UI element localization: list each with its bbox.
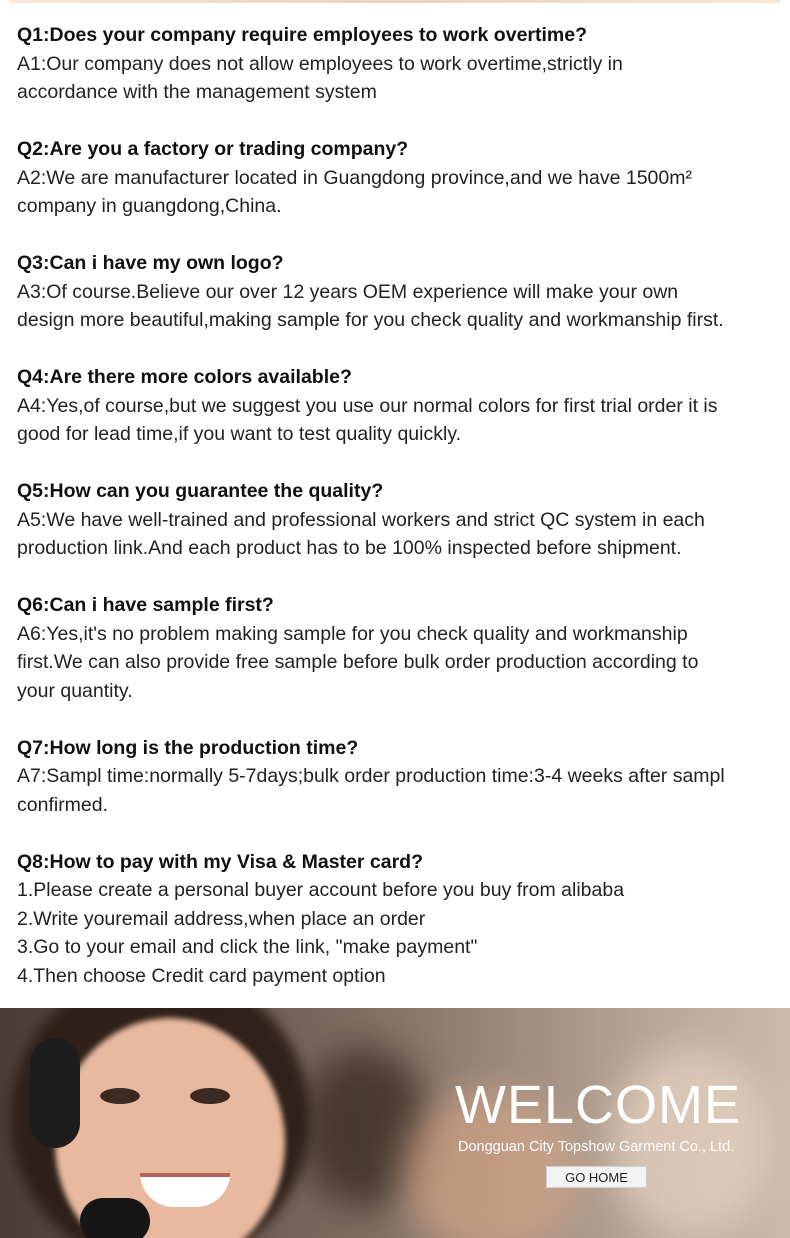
faq-item-6 (17, 591, 787, 705)
faq-question: Q8:How to pay with my Visa & Master card? (17, 850, 423, 873)
agent-eye-icon (100, 1088, 140, 1104)
faq-item-5 (17, 477, 787, 563)
faq-item-1 (17, 21, 787, 107)
answer-line: company in guangdong,China. (17, 195, 282, 217)
answer-line: 3.Go to your email and click the link, "make payment" (17, 936, 478, 958)
faq-question: Q5:How can you guarantee the quality? (17, 480, 384, 502)
faq-answer (17, 164, 787, 221)
answer-line: confirmed. (17, 793, 109, 816)
answer-line: 2.Write youremail address,when place an order (17, 907, 426, 930)
faq-answer (17, 876, 787, 990)
answer-line: A5:We have well-trained and professional workers and strict QC system in each (17, 508, 705, 531)
go-home-button[interactable]: GO HOME (546, 1166, 647, 1188)
answer-line: 4.Then choose Credit card payment option (17, 964, 386, 987)
faq-answer (17, 762, 787, 819)
answer-line: A2:We are manufacturer located in Guangdong province,and we have 1500m² (17, 166, 692, 189)
answer-line: your quantity. (17, 679, 133, 702)
faq-answer (17, 392, 787, 449)
agent-eye-icon (190, 1088, 230, 1104)
faq-question: Q2:Are you a factory or trading company? (17, 138, 409, 160)
top-divider (10, 0, 780, 3)
faq-question: Q3:Can i have my own logo? (17, 252, 284, 274)
answer-line: first.We can also provide free sample before bulk order production according to (17, 651, 699, 673)
microphone-icon (80, 1198, 150, 1238)
faq-question: Q6:Can i have sample first? (17, 594, 274, 616)
answer-line: design more beautiful,making sample for you check quality and workmanship first. (17, 309, 724, 331)
answer-line: accordance with the management system (17, 81, 377, 103)
faq-answer (17, 50, 787, 107)
answer-line: 1.Please create a personal buyer account before you buy from alibaba (17, 879, 625, 901)
faq-answer (17, 620, 787, 706)
answer-line: A7:Sampl time:normally 5-7days;bulk order production time:3-4 weeks after sampl (17, 765, 725, 787)
faq-question: Q1:Does your company require employees to work overtime? (17, 24, 588, 46)
answer-line: A3:Of course.Believe our over 12 years OEM experience will make your own (17, 280, 679, 303)
company-name: Dongguan City Topshow Garment Co., Ltd. (458, 1139, 735, 1155)
answer-line: A6:Yes,it's no problem making sample for you check quality and workmanship (17, 622, 688, 645)
faq-answer (17, 506, 787, 563)
faq-question: Q7:How long is the production time? (17, 736, 359, 759)
welcome-heading: WELCOME (455, 1075, 742, 1135)
faq-answer (17, 278, 787, 335)
answer-line: good for lead time,if you want to test quality quickly. (17, 423, 462, 445)
answer-line: A1:Our company does not allow employees to work overtime,strictly in (17, 52, 623, 75)
answer-line: A4:Yes,of course,but we suggest you use our normal colors for first trial order it is (17, 394, 718, 417)
faq-section (17, 21, 787, 1019)
headset-icon (30, 1038, 80, 1148)
faq-item-7 (17, 734, 787, 820)
faq-item-8 (17, 848, 787, 991)
faq-item-2 (17, 135, 787, 221)
answer-line: production link.And each product has to be 100% inspected before shipment. (17, 537, 682, 559)
faq-item-4 (17, 363, 787, 449)
faq-item-3 (17, 249, 787, 335)
faq-question: Q4:Are there more colors available? (17, 366, 352, 388)
